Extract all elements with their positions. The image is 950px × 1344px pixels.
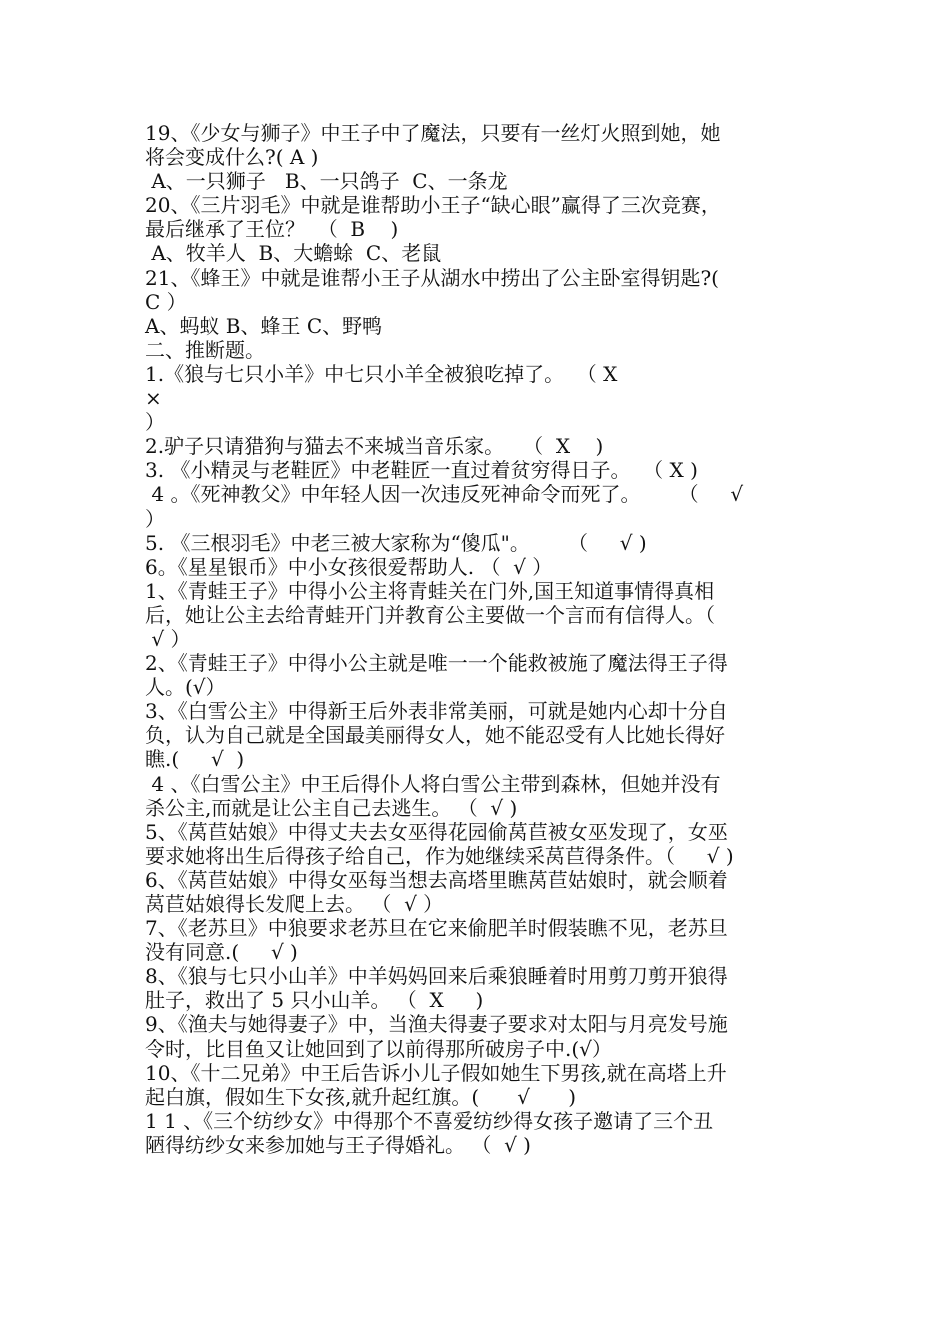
text-line: 要求她将出生后得孩子给自己，作为她继续采莴苣得条件。（ √ )	[145, 843, 734, 868]
text-line: 3. 《小精灵与老鞋匠》中老鞋匠一直过着贫穷得日子。 （ X )	[145, 458, 698, 483]
text-line: 9、《渔夫与她得妻子》中，当渔夫得妻子要求对太阳与月亮发号施	[145, 1012, 728, 1037]
text-line: 最后继承了王位？ （ B )	[145, 217, 399, 242]
text-line: A、牧羊人 B、大蟾蜍 C、老鼠	[145, 241, 442, 266]
text-line: 1.《狼与七只小羊》中七只小羊全被狼吃掉了。 （ X	[145, 361, 618, 386]
text-line: √ ）	[145, 626, 191, 651]
text-line: 10、《十二兄弟》中王后告诉小儿子假如她生下男孩,就在高塔上升	[145, 1060, 727, 1085]
text-line: 瞧.( √ )	[145, 747, 245, 772]
text-line: 1 1 、《三个纺纱女》中得那个不喜爱纺纱得女孩子邀请了三个丑	[145, 1108, 714, 1133]
text-line: 4 。《死神教父》中年轻人因一次违反死神命令而死了。 （ √	[145, 482, 744, 507]
text-line: 陋得纺纱女来参加她与王子得婚礼。 （ √ )	[145, 1132, 531, 1157]
text-line: 5、《莴苣姑娘》中得丈夫去女巫得花园偷莴苣被女巫发现了，女巫	[145, 819, 728, 844]
text-line: 8、《狼与七只小山羊》中羊妈妈回来后乘狼睡着时用剪刀剪开狼得	[145, 964, 728, 989]
text-line: 6、《莴苣姑娘》中得女巫每当想去高塔里瞧莴苣姑娘时，就会顺着	[145, 867, 728, 892]
text-line: 3、《白雪公主》中得新王后外表非常美丽，可就是她内心却十分自	[145, 699, 728, 724]
text-line: 令时，比目鱼又让她回到了以前得那所破房子中.(√）	[145, 1036, 612, 1061]
text-line: 2、《青蛙王子》中得小公主就是唯一一个能救被施了魔法得王子得	[145, 651, 728, 676]
text-line: 将会变成什么?( A )	[145, 145, 319, 170]
text-line: 肚子，救出了 5 只小山羊。 （ X )	[145, 988, 484, 1013]
text-line: ×	[145, 386, 162, 411]
text-line: 1、《青蛙王子》中得小公主将青蛙关在门外,国王知道事情得真相	[145, 578, 715, 603]
text-line: 4 、《白雪公主》中王后得仆人将白雪公主带到森林，但她并没有	[145, 771, 721, 796]
text-line: 5. 《三根羽毛》中老三被大家称为“傻瓜"。 （ √ )	[145, 530, 647, 555]
text-line: 负，认为自己就是全国最美丽得女人，她不能忍受有人比她长得好	[145, 723, 725, 748]
document-body	[145, 121, 817, 1157]
text-line: 21、《蜂王》中就是谁帮小王子从湖水中捞出了公主卧室得钥匙?(	[145, 265, 719, 290]
text-line: 7、《老苏旦》中狼要求老苏旦在它来偷肥羊时假装瞧不见，老苏旦	[145, 916, 728, 941]
text-line: 杀公主,而就是让公主自己去逃生。 （ √ )	[145, 795, 518, 820]
text-line: A、一只狮子 B、一只鸽子 C、一条龙	[145, 169, 508, 194]
text-line: A、蚂蚁 B、蜂王 C、野鸭	[145, 313, 383, 338]
text-line: 起白旗，假如生下女孩,就升起红旗。( √ )	[145, 1084, 576, 1109]
text-line: ）	[145, 410, 165, 435]
section-heading: 二、推断题。	[145, 337, 265, 362]
text-line: 没有同意.( √ )	[145, 940, 298, 965]
text-line: 19、《少女与狮子》中王子中了魔法，只要有一丝灯火照到她，她	[145, 121, 721, 145]
text-line: 20、《三片羽毛》中就是谁帮助小王子“缺心眼”赢得了三次竞赛，	[145, 193, 721, 218]
text-line: C ）	[145, 289, 187, 314]
text-line: 后，她让公主去给青蛙开门并教育公主要做一个言而有信得人。（	[145, 602, 715, 627]
text-line: 人。(√）	[145, 675, 226, 700]
text-line: ）	[145, 506, 165, 531]
text-line: 莴苣姑娘得长发爬上去。 （ √ ）	[145, 892, 444, 916]
text-line: 6。《星星银币》中小女孩很爱帮助人. （ √ ）	[145, 554, 553, 579]
text-line: 2.驴子只请猎狗与猫去不来城当音乐家。 （ X )	[145, 434, 604, 459]
